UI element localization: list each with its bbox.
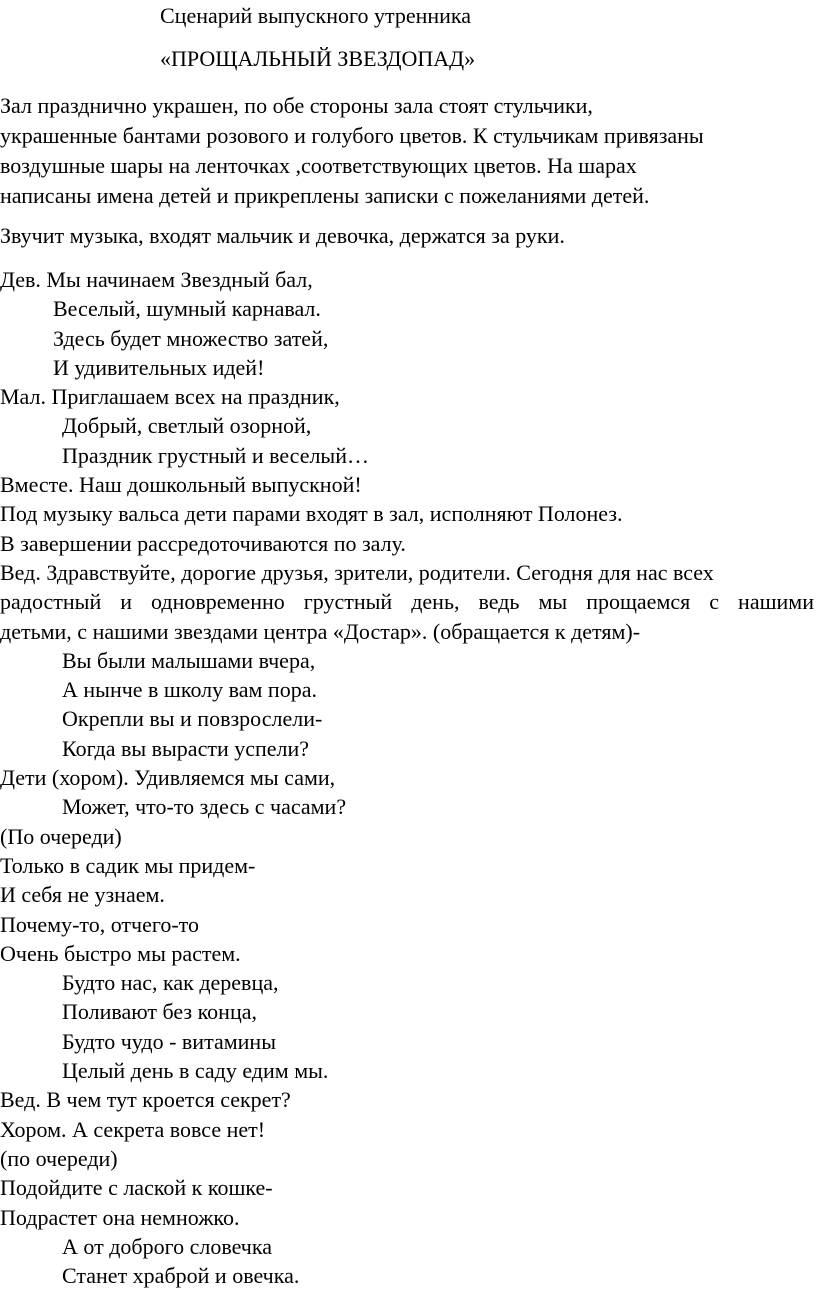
intro-paragraph xyxy=(0,91,816,211)
script-line: А нынче в школу вам пора. xyxy=(62,677,317,703)
script-line: Под музыку вальса дети парами входят в зал, исполняют Полонез. xyxy=(0,501,623,527)
script-line: А от доброго словечка xyxy=(62,1233,272,1259)
script-line: Подойдите с лаской к кошке- xyxy=(0,1175,273,1201)
script-line: Поливают без конца, xyxy=(62,999,257,1025)
intro-line: воздушные шары на ленточках ,соответствующих цветов. На шарах xyxy=(0,153,637,178)
script-line: Когда вы вырасти успели? xyxy=(62,735,310,761)
script-line: Вы были малышами вчера, xyxy=(62,647,316,673)
script-line: Только в садик мы придем- xyxy=(0,852,256,878)
script-line: Может, что-то здесь с часами? xyxy=(62,794,347,820)
script-body xyxy=(0,265,816,1290)
script-line: Подрастет она немножко. xyxy=(0,1204,240,1230)
script-line: Добрый, светлый озорной, xyxy=(62,413,312,439)
script-line: радостный и одновременно грустный день, ведь мы прощаемся с нашими xyxy=(0,589,814,615)
script-line: Хором. А секрета вовсе нет! xyxy=(0,1116,266,1142)
intro-line: Зал празднично украшен, по обе стороны зала стоят стульчики, xyxy=(0,93,593,118)
intro-line: написаны имена детей и прикреплены записки с пожеланиями детей. xyxy=(0,183,650,208)
script-line: Вместе. Наш дошкольный выпускной! xyxy=(0,472,362,498)
script-line: Мал. Приглашаем всех на праздник, xyxy=(0,384,340,410)
script-line: детьми, с нашими звездами центра «Достар». (обращается к детям)- xyxy=(0,618,641,644)
script-line: Дети (хором). Удивляемся мы сами, xyxy=(0,765,336,791)
script-line: Вед. В чем тут кроется секрет? xyxy=(0,1087,291,1113)
document-subtitle: «ПРОЩАЛЬНЫЙ ЗВЕЗДОПАД» xyxy=(160,46,476,71)
script-line: Станет храброй и овечка. xyxy=(62,1263,300,1289)
stage-direction xyxy=(0,221,816,251)
script-line: Веселый, шумный карнавал. xyxy=(53,296,321,322)
script-line: (По очереди) xyxy=(0,823,122,849)
script-line: И себя не узнаем. xyxy=(0,882,165,908)
script-line: Здесь будет множество затей, xyxy=(53,325,329,351)
script-line: Целый день в саду едим мы. xyxy=(62,1058,329,1084)
script-line: Дев. Мы начинаем Звездный бал, xyxy=(0,267,313,292)
script-line: Почему-то, отчего-то xyxy=(0,911,199,937)
script-line: Будто чудо - витамины xyxy=(62,1028,276,1054)
script-line: Очень быстро мы растем. xyxy=(0,940,241,966)
script-line: Будто нас, как деревца, xyxy=(62,970,279,996)
stage-direction-text: Звучит музыка, входят мальчик и девочка, держатся за руки. xyxy=(0,223,565,248)
script-line: И удивительных идей! xyxy=(53,354,265,380)
script-line: В завершении рассредоточиваются по залу. xyxy=(0,530,406,556)
script-line: Праздник грустный и веселый… xyxy=(62,442,369,468)
script-line: Окрепли вы и повзрослели- xyxy=(62,706,323,732)
intro-line: украшенные бантами розового и голубого цветов. К стульчикам привязаны xyxy=(0,123,704,148)
document-title: Сценарий выпускного утренника xyxy=(160,3,472,28)
script-line: Вед. Здравствуйте, дорогие друзья, зрители, родители. Сегодня для нас всех xyxy=(0,559,714,585)
script-line: (по очереди) xyxy=(0,1145,118,1171)
